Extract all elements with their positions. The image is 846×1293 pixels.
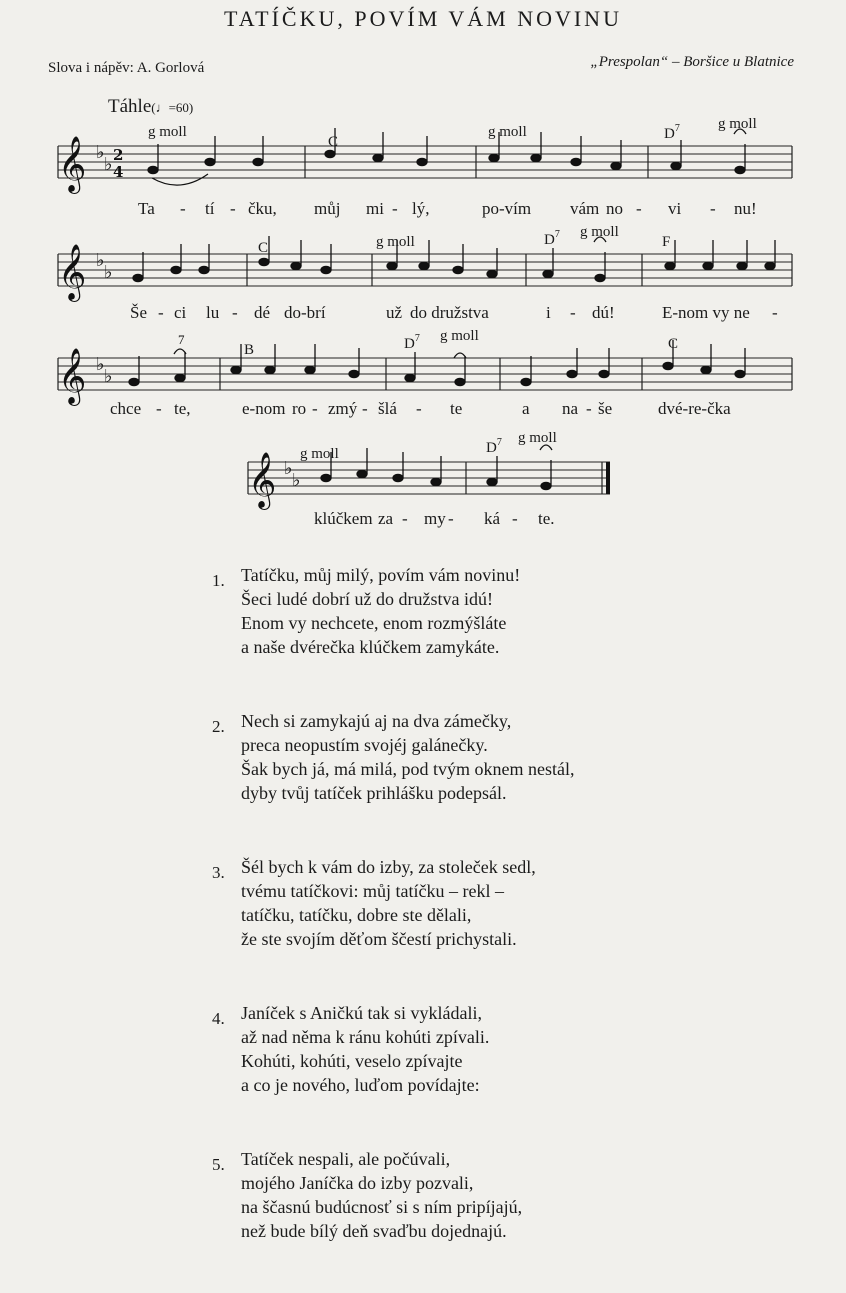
- verse-line: a naše dvérečka klúčkem zamykáte.: [241, 637, 500, 657]
- verse-4: [212, 1001, 574, 1097]
- lyric-syllable: -: [636, 199, 642, 218]
- verse-line: Janíček s Aničkú tak si vykládali,: [241, 1003, 482, 1023]
- verse-line: Tatíček nespali, ale počúvali,: [241, 1149, 451, 1169]
- lyric-syllable: Še: [130, 303, 147, 322]
- verse-line: Kohúti, kohúti, veselo zpívajte: [241, 1051, 463, 1071]
- lyric-syllable: už: [386, 303, 403, 322]
- notes: [133, 236, 775, 282]
- staff-system-3: [0, 330, 846, 440]
- tempo-word: Táhle: [108, 96, 152, 117]
- lyric-syllable: dvé-re-čka: [658, 399, 731, 418]
- verse-line: Enom vy nechcete, enom rozmýšláte: [241, 613, 507, 633]
- lyric-syllable: -: [232, 303, 238, 322]
- staff-lines: [58, 358, 792, 390]
- lyric-syllable: chce: [110, 399, 142, 418]
- lyric-syllable: te,: [174, 399, 191, 418]
- svg-text:♭: ♭: [104, 366, 113, 387]
- lyric-syllable: a: [522, 399, 530, 418]
- lyric-syllable: zmý: [328, 399, 358, 418]
- lyric-syllable: E-nom vy ne: [662, 303, 750, 322]
- notes: [321, 448, 551, 490]
- chord-symbol: g moll: [518, 430, 557, 446]
- lyric-syllable: ci: [174, 303, 187, 322]
- lyric-syllable: no: [606, 199, 623, 218]
- svg-text:♭: ♭: [96, 354, 105, 375]
- verses: [212, 563, 574, 1293]
- tempo-metronome: (♩=60): [151, 100, 194, 115]
- lyric-syllable: čku,: [248, 199, 277, 218]
- lyric-syllable: te.: [538, 509, 555, 528]
- lyric-syllable: mi: [366, 199, 384, 218]
- lyric-syllable: klúčkem: [314, 509, 373, 528]
- lyric-syllable: še: [598, 399, 613, 418]
- chord-symbol: C: [258, 240, 269, 256]
- lyric-syllable: -: [586, 399, 592, 418]
- lyric-syllable: lý,: [412, 199, 430, 218]
- svg-text:♭: ♭: [104, 154, 113, 175]
- lyric-syllable: -: [710, 199, 716, 218]
- lyric-syllable: po-vím: [482, 199, 532, 218]
- verse-line: mojého Janíčka do izby pozvali,: [241, 1173, 474, 1193]
- svg-text:4: 4: [113, 163, 124, 181]
- svg-text:♭: ♭: [96, 142, 105, 163]
- verse-line: že ste svojím děťom ščestí prichystali.: [241, 929, 517, 949]
- verse-number: 3.: [212, 863, 225, 882]
- credits-source: „Prespolan“ – Boršice u Blatnice: [590, 54, 794, 70]
- fingering-number: 7: [178, 332, 185, 347]
- fermata: [174, 349, 186, 354]
- chord-symbol: F: [662, 234, 671, 250]
- chord-symbol: g moll: [440, 328, 479, 344]
- treble-clef: 𝄞: [248, 452, 277, 508]
- verse-line: než bude bílý deň svaďbu dojednajú.: [241, 1221, 507, 1241]
- lyric-syllable: Ta: [138, 199, 155, 218]
- svg-text:♭: ♭: [104, 262, 113, 283]
- verse-line: a co je nového, luďom povídajte:: [241, 1075, 480, 1095]
- lyric-syllable: -: [512, 509, 518, 528]
- lyric-syllable: dú!: [592, 303, 615, 322]
- chord-symbol: g moll: [300, 446, 339, 462]
- lyric-syllable: -: [156, 399, 162, 418]
- lyric-syllable: lu: [206, 303, 220, 322]
- credits-author: Slova i nápěv: A. Gorlová: [48, 60, 205, 76]
- chord-symbol: g moll: [148, 124, 187, 140]
- lyric-syllable: do družstva: [410, 303, 489, 322]
- lyric-syllable: my: [424, 509, 446, 528]
- staff-system-2: [0, 226, 846, 336]
- verse-line: tatíčku, tatíčku, dobre ste dělali,: [241, 905, 472, 925]
- lyric-syllable: -: [180, 199, 186, 218]
- lyric-syllable: vám: [570, 199, 600, 218]
- notes: [148, 128, 745, 174]
- verse-3: [212, 855, 574, 951]
- lyric-syllable: -: [402, 509, 408, 528]
- lyric-syllable: můj: [314, 199, 341, 218]
- svg-text:♭: ♭: [292, 470, 301, 491]
- lyric-syllable: te: [450, 399, 463, 418]
- lyric-syllable: za: [378, 509, 394, 528]
- verse-line: až nad něma k ránu kohúti zpívali.: [241, 1027, 490, 1047]
- chord-symbol: g moll: [488, 124, 527, 140]
- fermata: [454, 353, 466, 358]
- lyric-syllable: -: [416, 399, 422, 418]
- lyric-syllable: na: [562, 399, 579, 418]
- lyric-syllable: -: [158, 303, 164, 322]
- song-title: TATÍČKU, POVÍM VÁM NOVINU: [224, 6, 622, 31]
- verse-number: 4.: [212, 1009, 225, 1028]
- staff-system-1: [0, 118, 846, 228]
- chord-symbol: g moll: [580, 224, 619, 240]
- chord-symbol: g moll: [718, 116, 757, 132]
- chord-symbol: C: [328, 134, 339, 150]
- lyric-syllable: -: [448, 509, 454, 528]
- treble-clef: 𝄞: [58, 348, 87, 404]
- lyric-syllable: do-brí: [284, 303, 326, 322]
- svg-text:2: 2: [113, 146, 124, 164]
- chord-symbol: B: [244, 342, 255, 358]
- lyric-syllable: -: [312, 399, 318, 418]
- chord-symbol: $D^7$: [486, 437, 502, 456]
- lyric-syllable: ro: [292, 399, 307, 418]
- notes: [129, 340, 745, 386]
- verse-line: Nech si zamykajú aj na dva zámečky,: [241, 711, 512, 731]
- lyric-syllable: nu!: [734, 199, 757, 218]
- chord-symbol: $D^7$: [664, 123, 680, 142]
- tempo-marking: [108, 96, 193, 118]
- verse-line: Tatíčku, můj milý, povím vám novinu!: [241, 565, 521, 585]
- staff-system-4: [0, 430, 846, 534]
- verse-line: preca neopustím svojéj galánečky.: [241, 735, 488, 755]
- chord-symbol: $D^7$: [544, 229, 560, 248]
- time-signature: [113, 146, 123, 181]
- lyric-syllable: i: [546, 303, 551, 322]
- lyric-syllable: -: [772, 303, 778, 322]
- verse-line: na ščasnú budúcnosť si s ním pripíjajú,: [241, 1197, 523, 1217]
- svg-text:♭: ♭: [96, 250, 105, 271]
- chord-symbol: g moll: [376, 234, 415, 250]
- verse-2: [212, 709, 574, 805]
- verse-number: 2.: [212, 717, 225, 736]
- lyric-syllable: -: [362, 399, 368, 418]
- lyric-syllable: tí: [205, 199, 215, 218]
- lyric-syllable: dé: [254, 303, 271, 322]
- chord-symbol: C: [668, 336, 679, 352]
- verse-line: tvému tatíčkovi: můj tatíčku – rekl –: [241, 881, 504, 901]
- lyric-syllable: e-nom: [242, 399, 286, 418]
- verse-line: Šak bych já, má milá, pod tvým oknem nestál,: [241, 759, 575, 779]
- verse-line: dyby tvůj tatíček prihlášku podepsál.: [241, 783, 507, 803]
- svg-text:♭: ♭: [284, 458, 293, 479]
- verse-1: [212, 563, 574, 659]
- verse-number: 1.: [212, 571, 225, 590]
- verse-number: 5.: [212, 1155, 225, 1174]
- verse-line: Šeci ludé dobrí už do družstva idú!: [241, 589, 493, 609]
- treble-clef: 𝄞: [58, 244, 87, 300]
- lyric-syllable: ká: [484, 509, 501, 528]
- lyric-syllable: -: [392, 199, 398, 218]
- staff-lines: [248, 462, 610, 494]
- chord-symbol: $D^7$: [404, 333, 420, 352]
- lyric-syllable: -: [570, 303, 576, 322]
- lyric-syllable: -: [230, 199, 236, 218]
- lyric-syllable: šlá: [378, 399, 397, 418]
- verse-line: Šél bych k vám do izby, za stoleček sedl,: [241, 857, 536, 877]
- verse-5: [212, 1147, 574, 1243]
- lyric-syllable: vi: [668, 199, 682, 218]
- slur: [152, 174, 208, 185]
- treble-clef: 𝄞: [58, 136, 87, 192]
